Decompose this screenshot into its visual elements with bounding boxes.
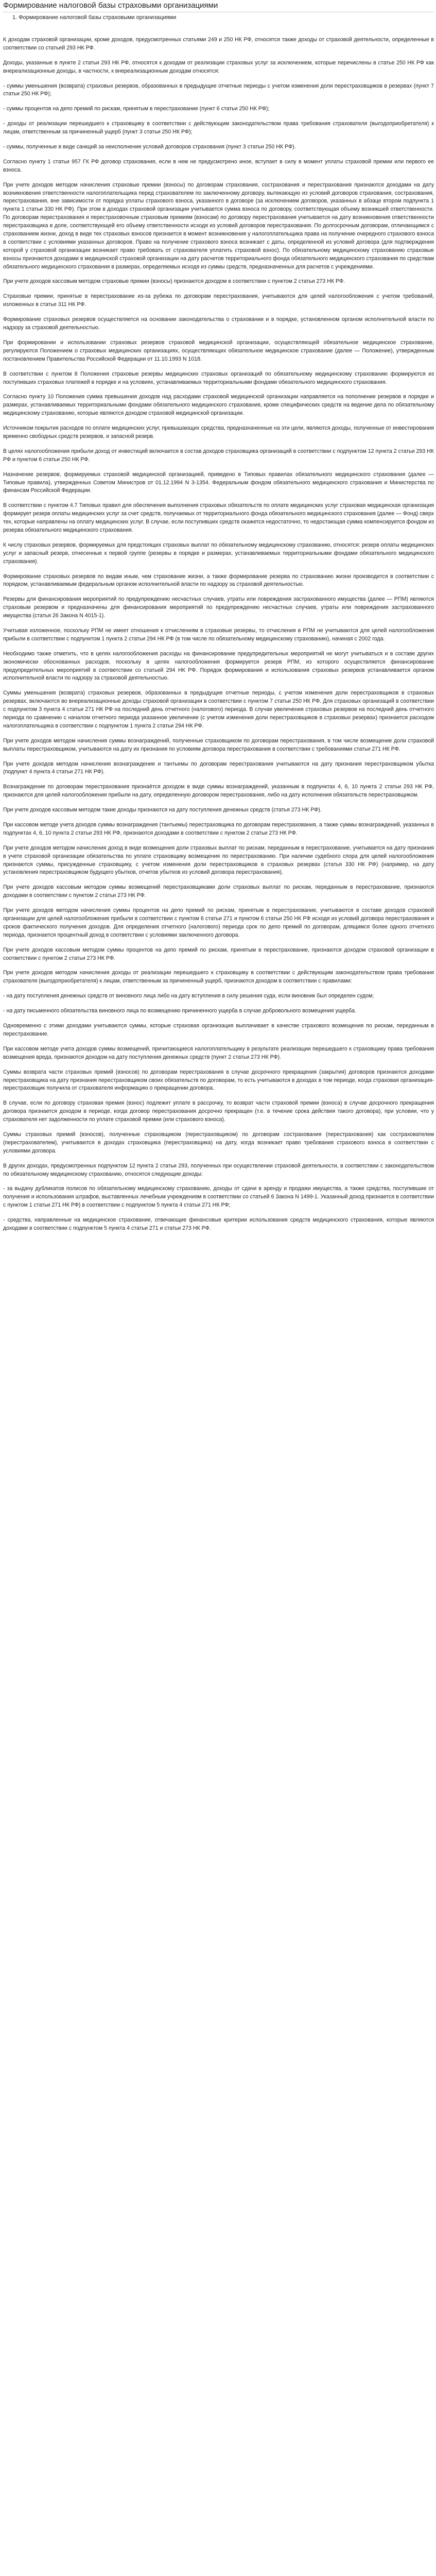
- article-paragraph: Учитывая изложенное, поскольку РПМ не имеет отношения к отчислениям в страховые резервы, то отчисления в РПМ не учитываются для целей налогообложения прибыли в соответствии с подпунктом 1 пункта 2 статьи 294 НК РФ (в том числе по обязательному медицинскому страхованию), начиная с 2002 года.: [3, 627, 434, 642]
- page-title: Формирование налоговой базы страховыми организациями: [3, 1, 434, 12]
- toc-link-section-1[interactable]: 1. Формирование налоговой базы страховыми организациями: [12, 14, 177, 21]
- article-paragraph: При учете доходов кассовым методом суммы процентов на депо премий по рискам, принятым в перестрахование, признаются доходом страховой организации в соответствии с пунктом 2 статьи 273 НК РФ.: [3, 946, 434, 961]
- article-paragraph: При учете доходов методом начисления суммы процентов на депо премий по рискам, принятым в перестрахование, учитываются в составе доходов страховой организации для целей налогообложения прибыли в соответствии с пунктом 6 статьи 271 и пунктом 6 статьи 250 НК РФ исходя из условий договора перестрахования и сроков фактического получения доходов. Для определения отчетного (налогового) периода срок по депо премий по договорам, длящимся более одного отчетного периода, признается процентный доход в соответствии с условиями заключенного договора.: [3, 907, 434, 938]
- article-paragraph: - средства, направленные на медицинское страхование, отвечающие финансовые критерии использования средств медицинского страхования, которые являются доходами в соответствии с подпунктом 5 пункта 4 статьи 271 и статьи 273 НК РФ.: [3, 1217, 434, 1231]
- article-paragraph: Резервы для финансирования мероприятий по предупреждению несчастных случаев, утраты или повреждения застрахованного имущества (далее — РПМ) являются страховым резервом и предназначены для финансирования мероприятий по предупреждению несчастных случаев, утраты или повреждения застрахованного имущества (статья 26 Закона N 4015-1).: [3, 596, 434, 619]
- page: [0, 1, 436, 1233]
- article-paragraph: - на дату поступления денежных средств от виновного лица либо на дату вступления в силу решения суда, если виновник был определен судом;: [3, 993, 374, 999]
- article-paragraph: - суммы, полученные в виде санкций за неисполнение условий договоров страхования (пункт 3 статьи 250 НК РФ).: [3, 144, 296, 150]
- article-paragraph: Необходимо также отметить, что в целях налогообложения расходы на финансирование предупредительных мероприятий не могут учитываться и в составе других экономически обоснованных расходов, поскольку в целях налогообложения формируется резерв РПМ, из которого осуществляется финансирование предупредительных мероприятий в соответствии со статьей 294 НК РФ. Порядок формирования и использования страховых резервов устанавливается органом исполнительной власти по надзору за страховой деятельностью.: [3, 650, 434, 682]
- article-paragraph: При кассовом методе учета доходов суммы вознаграждения (тантьемы) перестраховщика по договорам перестрахования, а также суммы вознаграждений, указанных в подпунктах 4, 6, 10 пункта 2 статьи 293 НК РФ, признаются доходами в соответствии с пунктом 2 статьи 273 НК РФ.: [3, 822, 434, 836]
- article-paragraph: При учете доходов кассовым методом такие доходы признаются на дату поступления денежных средств (статья 273 НК РФ).: [3, 807, 322, 814]
- article-paragraph: Суммы уменьшения (возврата) страховых резервов, образованных в предыдущие отчетные периоды, с учетом изменения доли перестраховщиков в страховых резервах, включаются во внереализационные доходы страховой организации в соответствии с пунктом 7 статьи 250 НК РФ. Для страховых организаций в соответствии с подпунктом 3 пункта 4 статьи 271 НК РФ на последний день отчетного (налогового) периода. В случае увеличения страховых резервов на последний день отчетного периода по сравнению с началом отчетного периода указанное увеличение (с учетом изменения доли перестраховщиков в страховых резервах) признается расходом налогоплательщика в соответствии с подпунктом 1 пункта 2 статьи 294 НК РФ.: [3, 690, 434, 729]
- article-paragraph: Источником покрытия расходов по оплате медицинских услуг, превышающих средства, предназначенные на эти цели, являются доходы, полученные от инвестирования временно свободных средств резервов, и запасной резерв.: [3, 425, 434, 439]
- article-paragraph: Согласно пункту 10 Положения сумма превышения доходов над расходами страховой медицинской организации направляется на пополнение резервов в порядке и размерах, устанавливаемых территориальными фондами обязательного медицинского страхования, кроме специфических средств на ведение дела по обязательному медицинскому страхованию, которые являются доходом страховой медицинской организации.: [3, 394, 434, 417]
- table-of-contents: [12, 14, 434, 21]
- article-paragraph: Формирование страховых резервов по видам иным, чем страхование жизни, а также формирование резерва по страхованию жизни производится в соответствии с порядком, устанавливаемым федеральным органом исполнительной власти по надзору за страховой деятельностью.: [3, 573, 434, 588]
- article-paragraph: - доходы от реализации перешедшего к страховщику в соответствии с действующим законодательством права требования страхователя (выгодоприобретателя) к лицам, ответственным за причиненный ущерб (пункт 3 статьи 250 НК РФ);: [3, 121, 434, 135]
- article-paragraph: - суммы процентов на депо премий по рискам, принятым в перестрахование (пункт 6 статьи 250 НК РФ);: [3, 106, 270, 112]
- article-paragraph: При учете доходов кассовым методом страховые премии (взносы) признаются доходом в соответствии с пунктом 2 статьи 273 НК РФ.: [3, 278, 345, 285]
- article-paragraph: В случае, если по договору страховая премия (взнос) подлежит уплате в рассрочку, то возврат части страховой премии (взноса) в случае досрочного прекращения договора признается доходом в периоде, когда договор перестрахования досрочно прекращен (т.е. в течение срока действия такого договора), при условии, что у страхователя нет задолженности по уплате страховой премии (или страхового взноса).: [3, 1100, 434, 1123]
- article-paragraph: К числу страховых резервов, формируемых для предстоящих страховых выплат по обязательному медицинскому страхованию, относятся: резерв оплаты медицинских услуг и запасный резерв, отнесенные к первой группе (резервы в порядке и размерах, устанавливаемых территориальными фондами обязательного медицинского страхования).: [3, 541, 434, 565]
- article-paragraph: При учете доходов методом начисления доход в виде возмещения доли страховых выплат по рискам, переданным в перестрахование, учитывается на дату признания в учете страховой организации обязательства по уплате страховщику возмещения по перестрахованию. При наличии судебного спора для целей налогообложения признаются суммы, присужденные страховщику, с учетом изменения доли перестраховщиков в страховых резервах (статья 330 НК РФ) (например, на дату установления перестраховщиком будущего убытков, отчетов убытков из условий договора перестрахования).: [3, 844, 434, 876]
- article-paragraph: В соответствии с пунктом 8 Положения страховые резервы медицинских страховых организаций по обязательному медицинскому страхованию формируются из поступивших страховых платежей в порядке и на условиях, устанавливаемых территориальными фондами обязательного медицинского страхования.: [3, 370, 434, 385]
- article-paragraph: При учете доходов кассовым методом суммы возмещений перестраховщиками доли страховых выплат по рискам, переданным в перестрахование, признаются доходами в соответствии с пунктом 2 статьи 273 НК РФ.: [3, 884, 434, 899]
- article-paragraph: Доходы, указанные в пункте 2 статьи 293 НК РФ, относятся к доходам от реализации страховых услуг за исключением, которые перечислены в статье 250 НК РФ как внереализационные доходы, в частности, к внереализационным доходам относятся:: [3, 59, 434, 74]
- article-paragraph: Суммы страховых премий (взносов), полученные страховщиком (перестраховщиком) по договорам сострахования (перестрахования) как сострахователем (перестрахователем), учитываются в доходах страховщика (перестраховщика) на дату, когда возникает право требования страхового взноса в соответствии с условиями договора.: [3, 1131, 434, 1154]
- article-paragraph: Вознаграждение по договорам перестрахования признаётся доходом в виде суммы вознаграждений, указанным в подпунктах 4, 6, 10 пункта 2 статьи 293 НК РФ, признаются для целей налогообложения прибыли на дату, определенную договором перестрахования, либо на дату исполнения обязательств перестраховщиком.: [3, 784, 434, 799]
- article-body: [3, 36, 434, 1233]
- article-paragraph: Формирование страховых резервов осуществляется на основании законодательства о страховании и в порядке, установленном органом исполнительной власти по надзору за страховой деятельностью.: [3, 316, 434, 331]
- article-paragraph: Суммы возврата части страховых премий (взносов) по договорам перестрахования в случае досрочного прекращения (закрытия) договоров признаются доходами перестраховщика на дату признания перестраховщиком своих обязательств по договорам, то есть учитываются в доходах в том периоде, когда страховая организация-перестраховщик получила от страхователя информацию о прекращении договора.: [3, 1069, 434, 1092]
- article-paragraph: Одновременно с этими доходами учитываются суммы, которые страховая организация выплачивает в качестве страхового возмещения по рискам, переданным в перестрахование.: [3, 1023, 434, 1037]
- article-paragraph: В соответствии с пунктом 4.7 Типовых правил для обеспечения выполнения страховых обязательств по оплате медицинских услуг страховая медицинская организация формирует резерв оплаты медицинских услуг за счет средств, получаемых от территориального фонда обязательного медицинского страхования (далее — Фонд) сверх тех, которые направлены на оплату медицинских услуг. В случае, если поступивших средств окажется недостаточно, то недостающая сумма компенсируется фондом из резерва обязательного медицинского страхования.: [3, 502, 434, 533]
- article-paragraph: К доходам страховой организации, кроме доходов, предусмотренных статьями 249 и 250 НК РФ, относятся также доходы от страховой деятельности, определенные в соответствии со статьей 293 НК РФ.: [3, 37, 434, 51]
- article-paragraph: При формировании и использовании страховых резервов страховой медицинской организации, осуществляющей обязательное медицинское страхование, регулируются Положением о страховых медицинских организациях, осуществляющих обязательное медицинское страхование (далее — Положение), утвержденным постановлением Правительства Российской Федерации от 11.10.1993 N 1018.: [3, 339, 434, 362]
- article-paragraph: - на дату письменного обязательства виновного лица по возмещению причиненного ущерба в случае добровольного возмещения ущерба.: [3, 1008, 356, 1014]
- article-paragraph: Страховые премии, принятые в перестрахование из-за рубежа по договорам перестрахования, учитываются для целей налогообложения с учетом требований, изложенных в статье 311 НК РФ.: [3, 293, 434, 308]
- article-paragraph: При кассовом методе учета доходов суммы возмещений, причитающиеся налогоплательщику в результате реализации перешедшего к страховщику права требования возмещения вреда, признаются доходом на дату поступления денежных средств (пункт 2 статьи 273 НК РФ).: [3, 1045, 434, 1060]
- article-paragraph: В целях налогообложения прибыли доход от инвестиций включается в состав доходов страховщика организаций в соответствии с подпунктом 12 пункта 2 статьи 293 НК РФ и пунктом 6 статьи 250 НК РФ.: [3, 448, 434, 463]
- article-paragraph: - суммы уменьшения (возврата) страховых резервов, образованных в предыдущие отчетные периоды с учетом изменения доли перестраховщиков в резервах (пункт 7 статьи 250 НК РФ);: [3, 82, 434, 97]
- article-paragraph: Назначение резервов, формируемых страховой медицинской организацией, приведено в Типовых правилах обязательного медицинского страхования (далее — Типовые правила), утвержденных Советом Министров от 01.12.1994 N 3-1354. Федеральным фондом обязательного медицинского страхования и Министерства по финансам Российской Федерации.: [3, 471, 434, 494]
- article-paragraph: В других доходах, предусмотренных подпунктом 12 пункта 2 статьи 293, полученных при осуществлении страховой деятельности, в соответствии с законодательством по обязательному медицинскому страхованию, относятся следующие доходы:: [3, 1162, 434, 1177]
- article-paragraph: При учете доходов методом начисления доходы от реализации перешедшего к страховщику в соответствии с действующим законодательством права требования страхователя (выгодоприобретателя) к лицам, ответственным за причиненный ущерб, признаются доходом в соответствии с правилами:: [3, 970, 434, 985]
- article-paragraph: При учете доходов методом начисления вознаграждение и тантьемы по договорам перестрахования учитываются на дату признания перестраховщиком убытка (подпункт 4 пункта 4 статьи 271 НК РФ).: [3, 760, 434, 775]
- article-paragraph: - за выдачу дубликатов полисов по обязательному медицинскому страхованию, доходы от сдачи в аренду и продажи имущества, а также средства, поступившие от получения и использования штрафов, выставленных лечебным учреждениям в соответствии со статьей 6 Закона N 1499-1. Указанный доход признается в соответствии с пунктом 1 статьи 271 НК РФ) в соответствии с подпунктом 5 пункта 4 статьи 271 НК РФ;: [3, 1185, 434, 1209]
- article-paragraph: При учете доходов методом начисления страховые премии (взносы) по договорам страхования, сострахования и перестрахования признаются доходами на дату возникновения ответственности налогоплательщика перед страхователем по заключенному договору, вытекающую из условий договоров страхования, сострахования, перестрахования, вне зависимости от порядка уплаты страхового взноса, указанного в договоре (за исключением договоров, указанных в абзаце втором подпункта 1 пункта 1 статьи 330 НК РФ). При этом в доходах страховой организации учитывается сумма взноса по договору, соответствующая объему возникшей ответственности. По договорам перестрахования и перестраховочным страховым премиям (взносам) по договору перестрахования учитывается на дату возникновения ответственности перестраховщика в доле, соответствующей его объему ответственности исходя из условий договоров перестрахования. По долгосрочным договорам, отличающимся с страхованием жизни, доход в виде тех страховых взносов признается в момент возникновения у налогоплательщика права на получение очередного страхового взноса в соответствии с условиями указанных договоров. Право на получение страхового взноса возникает с даты, определенной из условий договора (для подтверждения которой у страховой организации возникает право требовать от страхователя уплатить страховой взнос). По обязательному медицинскому страхованию страховые взносы признаются доходами в медицинской страховой организации на дату расчетов территориального фонда обязательного медицинского страхования по средствам обязательного медицинского страхования в размерах, определяемых исходя из суммы средств, предназначенных для расчетов с учреждениями.: [3, 181, 434, 270]
- article-paragraph: Согласно пункту 1 статьи 957 ГК РФ договор страхования, если в нем не предусмотрено иное, вступает в силу в момент уплаты страховой премии или первого ее взноса.: [3, 158, 434, 173]
- article-paragraph: При учете доходов методом начисления суммы вознаграждений, полученные страховщиком по договорам перестрахования, в том числе возмещение доли страховой выплаты перестраховщиком, учитываются на дату их признания по условиям договора перестрахования в соответствии с требованиями статьи 271 НК РФ.: [3, 737, 434, 752]
